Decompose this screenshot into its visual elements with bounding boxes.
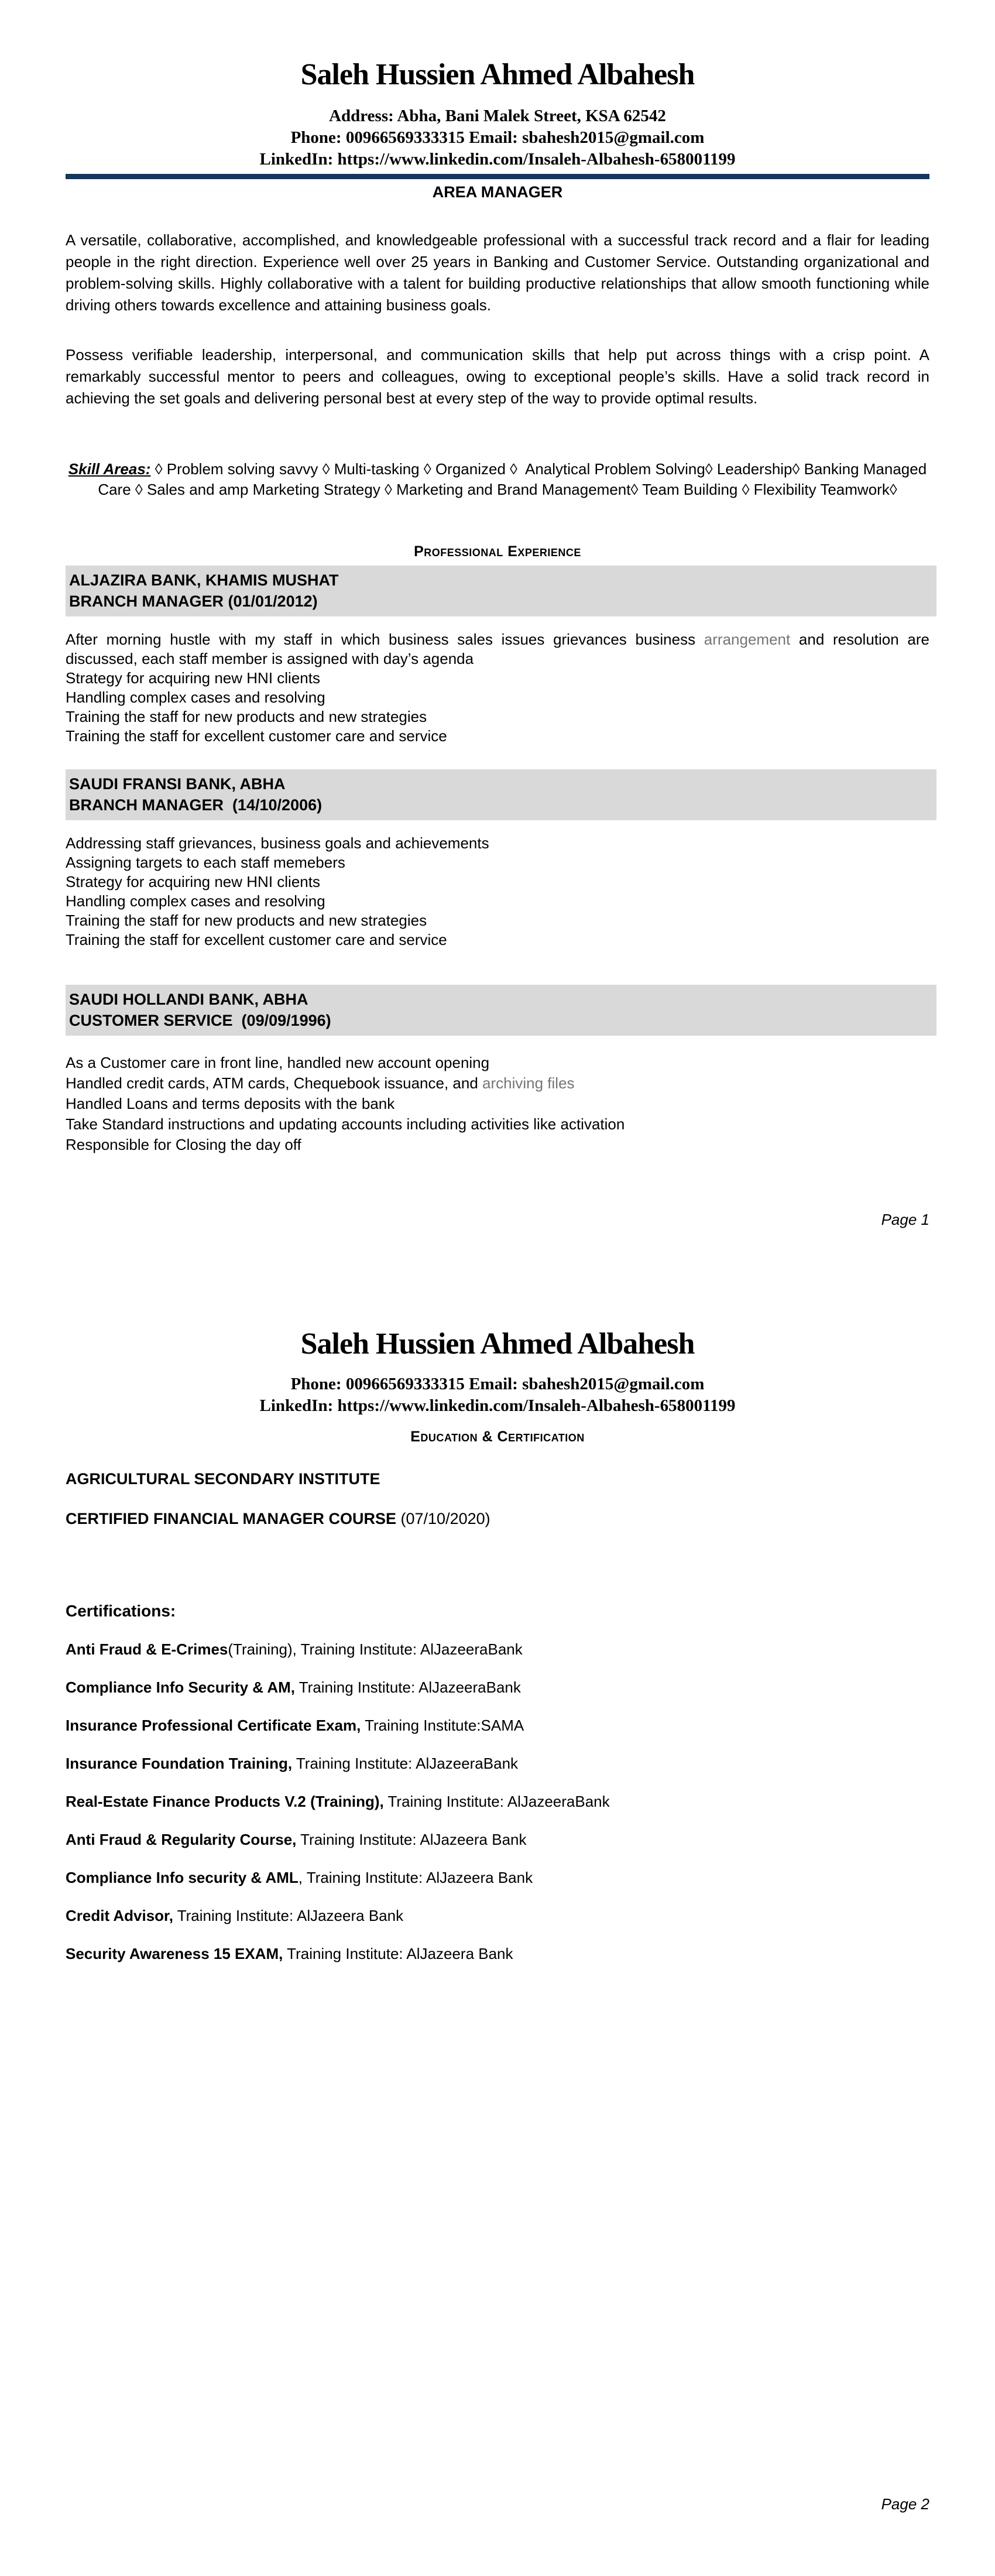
job2-duty-line: Strategy for acquiring new HNI clients [66,873,320,890]
education-heading: Education & Certification [410,1429,585,1445]
cert-item [66,1907,929,1925]
course-name: CERTIFIED FINANCIAL MANAGER COURSE [66,1510,397,1527]
phone-email-line: Phone: 00966569333315 Email: sbahesh2015@gmail.com [290,1375,705,1393]
job2-duty-line: Training the staff for excellent customer care and service [66,931,447,948]
education-school: AGRICULTURAL SECONDARY INSTITUTE [66,1470,380,1488]
address-line: Address: Abha, Bani Malek Street, KSA 62542 [329,107,666,125]
cert-institute: Training Institute: AlJazeera Bank [283,1945,513,1962]
job3-duty-line [66,1073,929,1094]
job1-intro-post: and resolution are discussed, each staff member is assigned with day’s agenda [66,631,929,667]
page1-name: Saleh Hussien Ahmed Albahesh [300,58,695,91]
job1-duty-line: Strategy for acquiring new HNI clients [66,669,320,687]
skill-areas [66,459,929,500]
job2-title: BRANCH MANAGER (14/10/2006) [69,796,322,814]
job3-duty-line: As a Customer care in front line, handled new account opening [66,1054,490,1071]
cert-name: Insurance Foundation Training, [66,1755,293,1772]
linkedin-line: LinkedIn: https://www.linkedin.com/Insaleh-Albahesh-658001199 [259,1396,736,1415]
job2-duty-line: Handling complex cases and resolving [66,892,325,910]
cert-item [66,1678,929,1697]
summary-paragraph-2: Possess verifiable leadership, interpersonal, and communication skills that help put across things with a crisp point. A remarkably successful mentor to peers and colleagues, owing to exceptional people’s skills. Have a solid track record in achieving the set goals and delivering personal best at every step of the way to provide optimal results. [66,346,929,407]
linkedin-line: LinkedIn: https://www.linkedin.com/Insaleh-Albahesh-658001199 [259,150,736,169]
page2-name: Saleh Hussien Ahmed Albahesh [300,1327,695,1361]
job3-duty-line: Take Standard instructions and updating accounts including activities like activation [66,1115,625,1133]
job3-details [66,1053,929,1155]
job3-duty-line: Handled Loans and terms deposits with the bank [66,1095,395,1112]
job1-details [66,630,929,746]
cert-item [66,1755,929,1773]
job3-title: CUSTOMER SERVICE (09/09/1996) [69,1012,331,1029]
skill-areas-list: ◊ Problem solving savvy ◊ Multi-tasking ◊ Organized ◊ Analytical Problem Solving◊ Leadership◊ Banking Managed Care ◊ Sales and amp Marketing Strategy ◊ Marketing and Brand Management◊ Team Building ◊ Flexibility Teamwork◊ [98,460,931,498]
cert-institute: Training Institute:SAMA [361,1717,524,1734]
cert-name: Compliance Info security & AML [66,1869,298,1886]
cert-name: Insurance Professional Certificate Exam, [66,1717,361,1734]
job1-duty-line: Handling complex cases and resolving [66,688,325,706]
job2-header [66,769,936,820]
cert-item [66,1831,929,1849]
job1-company: ALJAZIRA BANK, KHAMIS MUSHAT [69,571,339,589]
page1-contact-block [66,105,929,170]
job2-details [66,834,929,950]
page2-contact-block [66,1373,929,1417]
cert-item [66,1869,929,1887]
job1-duty-line: Training the staff for excellent customer care and service [66,727,447,745]
role-title: AREA MANAGER [432,183,563,201]
job3-company: SAUDI HOLLANDI BANK, ABHA [69,991,308,1008]
cert-name: Real-Estate Finance Products V.2 (Training), [66,1793,384,1810]
summary-paragraph-1: A versatile, collaborative, accomplished, and knowledgeable professional with a successful track record and a flair for leading people in the right direction. Experience well over 25 years in Banking and Customer Service. Outstanding organizational and problem-solving skills. Highly collaborative with a talent for building productive relationships that allow smooth functioning while driving others towards excellence and attaining business goals. [66,231,929,314]
job3-header [66,985,936,1036]
cert-name: Compliance Info Security & AM, [66,1678,295,1696]
cert-name: Credit Advisor, [66,1907,173,1924]
cert-name: Anti Fraud & Regularity Course, [66,1831,297,1848]
experience-heading: Professional Experience [414,543,581,560]
job1-header [66,566,936,616]
course-date: (07/10/2020) [396,1510,490,1527]
job3-duty-line: Responsible for Closing the day off [66,1136,301,1153]
cert-institute: (Training), Training Institute: AlJazeeraBank [228,1640,523,1658]
job2-company: SAUDI FRANSI BANK, ABHA [69,775,286,793]
cert-item [66,1793,929,1811]
job2-duty-line: Assigning targets to each staff memebers [66,854,345,871]
cert-institute: Training Institute: AlJazeera Bank [296,1831,527,1848]
job2-duty-line: Addressing staff grievances, business goals and achievements [66,834,489,852]
job1-title: BRANCH MANAGER (01/01/2012) [69,592,318,610]
page1-footer-label: Page 1 [881,1211,929,1228]
certifications-list [66,1640,929,1983]
job3-line2-pre: Handled credit cards, ATM cards, Chequebook issuance, and [66,1074,483,1092]
certifications-label: Certifications: [66,1602,176,1620]
job3-muted-words: archiving files [482,1074,575,1092]
job2-duty-line: Training the staff for new products and new strategies [66,912,427,929]
skill-areas-label: Skill Areas: [68,460,151,478]
cert-institute: Training Institute: AlJazeeraBank [294,1678,521,1696]
job1-intro-pre: After morning hustle with my staff in which business sales issues grievances business [66,631,704,648]
job1-intro-line [66,630,929,669]
cert-name: Anti Fraud & E-Crimes [66,1640,228,1658]
cert-item [66,1640,929,1659]
cert-institute: Training Institute: AlJazeeraBank [383,1793,610,1810]
job1-duty-line: Training the staff for new products and new strategies [66,708,427,725]
cert-institute: Training Institute: AlJazeera Bank [173,1907,404,1924]
page2-footer-label: Page 2 [881,2495,929,2513]
cert-item [66,1717,929,1735]
header-divider-rule [66,174,929,179]
phone-email-line: Phone: 00966569333315 Email: sbahesh2015@gmail.com [290,128,705,147]
cert-institute: , Training Institute: AlJazeera Bank [298,1869,533,1886]
job1-muted-word: arrangement [704,631,791,648]
cert-institute: Training Institute: AlJazeeraBank [292,1755,519,1772]
cert-name: Security Awareness 15 EXAM, [66,1945,283,1962]
cert-item [66,1945,929,1963]
education-course [66,1509,929,1528]
